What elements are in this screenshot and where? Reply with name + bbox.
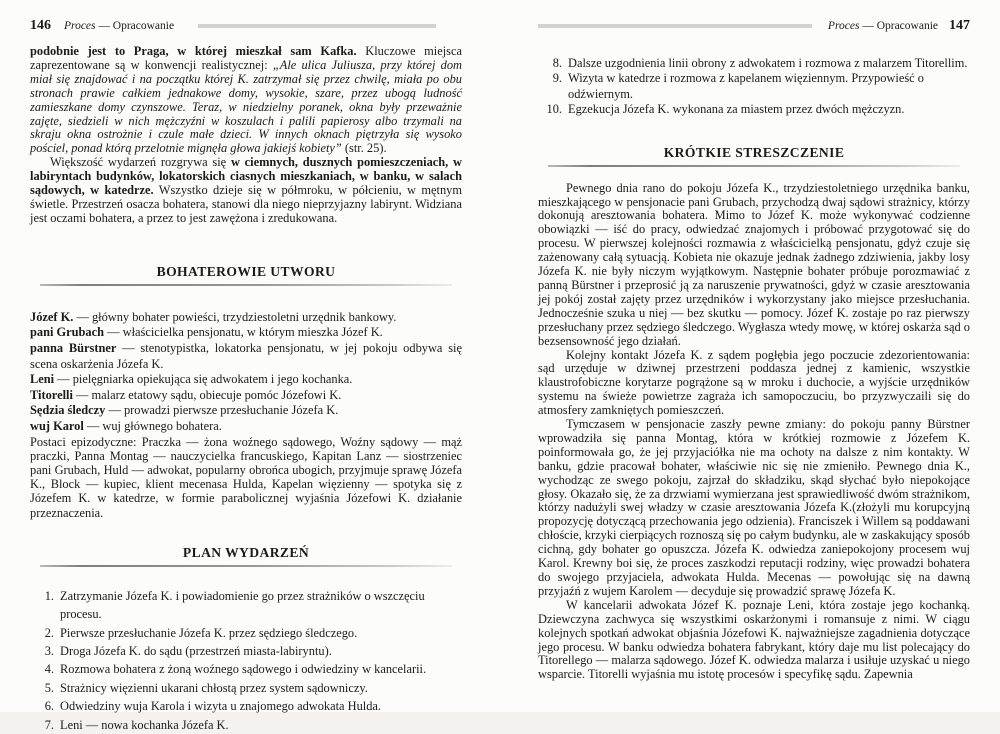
bold-run: w ciemnych, dusznych pomieszczeniach, w labiryntach budynków, lokatorskich ciasnych mieszkaniach, w banku, w salach sądowych, w katedrze.	[30, 155, 462, 198]
plan-item	[538, 71, 970, 102]
character-entry	[30, 341, 462, 372]
plan-item	[538, 56, 970, 71]
plan-item	[30, 624, 462, 642]
section-rule	[40, 565, 452, 567]
character-entry	[30, 325, 462, 341]
plan-item	[30, 587, 462, 624]
character-name: Titorelli	[30, 387, 73, 402]
summary-paragraph: Tymczasem w pensjonacie zaszły pewne zmiany: do pokoju panny Bürstner wprowadziła się panna Montag, która w krótkiej rozmowie z Józefem K. poinformowała go, że jej przyjaciółka nie ma ochoty na dalsze z nim kontakty. W banku, gdzie pracował bohater, właściwie nic się nie zmieniło. Pewnego dnia K., wychodząc ze swego pokoju, zajrzał do składziku, skąd słychać było niepokojące głosy. Okazało się, że za drzwiami wymierzana jest sprawiedliwość dwóm strażnikom, którzy nadużyli swej władzy w czasie aresztowania Józefa K.(złożyli mu korupcyjną propozycję dotyczącą przechowania jego odzienia). Franciszek i Willem są poddawani chłoście, krzyki cierpiących roznoszą się po całym budynku, ale w zaskakujący sposób cichną, gdy bohater go opuszcza. Józefa K. odwiedza zaniepokojony procesem wuj Karol. Krewny boi się, że proces zaszkodzi reputacji rodziny, więc prowadzi bohatera do swojego przyjaciela, adwokata Hulda. Mecenas — powołując się na dawną przyjaźń z wujem Karolem — decyduje się prowadzić sprawę Józefa K.	[538, 417, 970, 598]
plan-item-number: 10.	[546, 102, 562, 117]
section-rule	[548, 165, 960, 167]
running-title-italic: Proces	[827, 20, 860, 32]
section-heading-characters: BOHATEROWIE UTWORU	[156, 263, 336, 279]
normal-run: Wszystko dzieje się w półmroku, w półcieniu, w mętnym świetle. Przestrzeń osacza bohatera, stanowi dla niego nieprzyjazny labirynt. Widziana jest oczami bohatera, a przez to jest zawężona i zredukowana.	[30, 183, 462, 225]
plan-item-number: 7.	[44, 717, 54, 732]
plan-item	[30, 716, 462, 734]
plan-item	[30, 660, 462, 678]
plan-item	[30, 679, 462, 697]
character-name: Józef K.	[30, 309, 74, 324]
plan-item-text: Droga Józefa K. do sądu (przestrzeń miasta-labiryntu).	[60, 643, 332, 658]
summary-text	[538, 182, 970, 683]
normal-run: Większość wydarzeń rozgrywa się	[50, 155, 231, 170]
running-header-left	[30, 19, 462, 33]
quote-italic: „Ale ulica Juliusza, przy której dom miał się znajdować i na początku której K. zatrzymał się przez chwilę, miała po obu stronach prawie całkiem jednakowe domy, wysokie, szare, przez ubogą ludność zamieszkane domy czynszowe. Teraz, w niedzielny poranek, okna były przeważnie zajęte, siedzieli w nich mężczyźni w koszulach i palili papierosy albo trzymali na skraju okna ostrożnie i czule małe dzieci. W innych oknach piętrzyła się wysoko pościel, ponad którą przelotnie mignęła głowa jakiejś kobiety”	[30, 57, 462, 156]
page-number-right: 147	[949, 18, 970, 33]
running-title-rest: — Opracowanie	[862, 20, 938, 32]
plan-item-text: Strażnicy więzienni ukarani chłostą przez system sądowniczy.	[60, 680, 368, 695]
page-number-left: 146	[30, 18, 51, 33]
character-entry	[30, 419, 462, 435]
plan-item-number: 3.	[44, 643, 54, 658]
episodic-characters: Postaci epizodyczne: Praczka — żona woźnego sądowego, Woźny sądowy — mąż praczki, Panna Montag — nauczycielka francuskiego, Kapitan Lanz — siostrzeniec pani Grubach, Huld — adwokat, popularny obrońca ubogich, przyjmuje sprawę Józefa K., Block — kupiec, klient mecenasa Hulda, Kapelan więzienny — spotyka się z Józefem K. w katedrze, w formie parabolicznej wyjaśnia Józefowi K. działanie przeznaczenia.	[30, 434, 462, 520]
plan-item-text: Egzekucja Józefa K. wykonana za miastem przez dwóch mężczyzn.	[568, 102, 905, 117]
character-desc: — malarz etatowy sądu, obiecuje pomóc Józefowi K.	[72, 387, 342, 402]
page-left	[30, 0, 463, 732]
plan-item-number: 8.	[552, 56, 562, 70]
character-name: panna Bürstner	[30, 340, 117, 355]
plan-item-number: 1.	[44, 588, 54, 603]
character-name: Leni	[30, 372, 55, 387]
plan-item-number: 5.	[44, 680, 54, 695]
paragraph-space	[30, 156, 462, 226]
plan-item-text: Leni — nowa kochanka Józefa K.	[60, 717, 229, 732]
character-entry	[30, 388, 462, 404]
header-rule-bar	[198, 24, 436, 28]
plan-item-text: Wizyta w katedrze i rozmowa z kapelanem więziennym. Przypowieść o odźwiernym.	[568, 71, 924, 101]
character-entry	[30, 310, 462, 326]
plan-item	[538, 102, 970, 117]
character-desc: — wuj głównego bohatera.	[83, 418, 222, 433]
running-title-left	[64, 20, 174, 32]
character-name: wuj Karol	[30, 418, 84, 433]
section-rule	[40, 284, 452, 286]
plan-item-number: 2.	[44, 625, 54, 640]
character-name: Sędzia śledczy	[30, 403, 106, 418]
plan-item-number: 4.	[44, 662, 54, 677]
plan-item	[30, 642, 462, 660]
character-entry	[30, 403, 462, 419]
bold-lead: podobnie jest to Praga, w której mieszkał sam Kafka.	[30, 44, 357, 58]
normal-run: Kluczowe miejsca zaprezentowane są w konwencji realistycznej:	[30, 44, 462, 72]
character-desc: — stenotypistka, lokatorka pensjonatu, w jej pokoju odbywa się scena oskarżenia Józefa K.	[30, 340, 463, 371]
plan-item-number: 9.	[552, 71, 562, 86]
character-desc: — pielęgniarka opiekująca się adwokatem i jego kochanka.	[54, 372, 353, 387]
running-header-right	[538, 19, 970, 33]
character-entry	[30, 372, 462, 388]
plan-item	[30, 697, 462, 715]
character-desc: — prowadzi pierwsze przesłuchanie Józefa K.	[105, 403, 339, 418]
plan-item-text: Zatrzymanie Józefa K. i powiadomienie go przez strażników o wszczęciu procesu.	[60, 588, 425, 622]
paragraph-setting	[30, 45, 462, 156]
summary-paragraph: Pewnego dnia rano do pokoju Józefa K., trzydziestoletniego urzędnika banku, mieszkającego w pensjonacie pani Grubach, przychodzą dwaj sądowi strażnicy, którzy dokonują aresztowania bohatera. Mimo to Józef K. może wykonywać codzienne obowiązki — iść do pracy, odwiedzać znajomych i próbować przygotować się do procesu. W pierwszej kolejności rozmawia z właścicielką pensjonatu, gdyż czuje się zażenowany całą sytuacją. Kobieta nie okazuje jednak żadnego zdziwienia, jakby losy Józefa K. nie były niczym wyjątkowym. Następnie bohater próbuje porozmawiać z panną Bürstner i przeprosić ją za naruszenie prywatności, gdyż w czasie aresztowania jej pokój został zajęty przez urzędników i wykorzystany jako miejsce przesłuchania. Jednocześnie szuka u niej — bez skutku — pomocy. Józef K. zostaje po raz pierwszy przesłuchany przez sędziego śledczego. Wygłasza wtedy mowę, w której oskarża sąd o bezsensowność jego działań.	[538, 180, 970, 348]
character-name: pani Grubach	[30, 325, 105, 340]
quote-source: (str. 25).	[341, 141, 387, 156]
plan-item-text: Dalsze uzgodnienia linii obrony z adwokatem i rozmowa z malarzem Titorellim.	[568, 56, 968, 70]
summary-paragraph: Kolejny kontakt Józefa K. z sądem pogłębia jego poczucie zdezorientowania: sąd urzęduje w dziwnej przestrzeni poddasza jednej z kamienic, wszystkie klaustrofobiczne korytarze pogrążone są w mroku i duchocie, a wyjście urzędników systemu na świeże powietrze zagraża ich samopoczuciu, bo przyzwyczaili się do atmosfery zamkniętych pomieszczeń.	[538, 347, 970, 418]
section-heading-summary: KRÓTKIE STRESZCZENIE	[663, 144, 845, 160]
running-title-right	[828, 20, 938, 32]
running-title-rest: — Opracowanie	[98, 20, 175, 32]
plan-item-number: 6.	[44, 699, 54, 714]
plan-item-text: Rozmowa bohatera z żoną woźnego sądowego i odwiedziny w kancelarii.	[60, 662, 427, 677]
summary-paragraph: W kancelarii adwokata Józef K. poznaje Leni, która zostaje jego kochanką. Dziewczyna zachwyca się wszystkimi oskarżonymi i romansuje z nimi. W ciągu kolejnych spotkań adwokat objaśnia Józefowi K. najważniejsze zagadnienia dotyczące jego procesu. W banku odwiedza bohatera fabrykant, który daje mu list polecający do Titorellego — malarza sądowego. Józef K. odwiedza malarza i usiłuje uzyskać u niego wsparcie. Titorelli wyjaśnia mu istotę procesów i specyfikę sądu. Zapewnia	[538, 597, 970, 682]
event-plan-list	[30, 587, 462, 734]
event-plan-list-continued	[538, 56, 970, 118]
header-rule-bar	[538, 24, 812, 28]
character-desc: — właścicielka pensjonatu, w którym mieszka Józef K.	[104, 325, 383, 340]
running-title-italic: Proces	[64, 20, 96, 32]
plan-item-text: Odwiedziny wuja Karola i wizyta u znajomego adwokata Hulda.	[60, 699, 382, 714]
character-desc: — główny bohater powieści, trzydziestoletni urzędnik bankowy.	[73, 309, 397, 324]
section-heading-plan: PLAN WYDARZEŃ	[182, 544, 310, 560]
plan-item-text: Pierwsze przesłuchanie Józefa K. przez sędziego śledczego.	[60, 625, 358, 640]
character-list	[30, 310, 462, 520]
page-right	[538, 0, 970, 712]
